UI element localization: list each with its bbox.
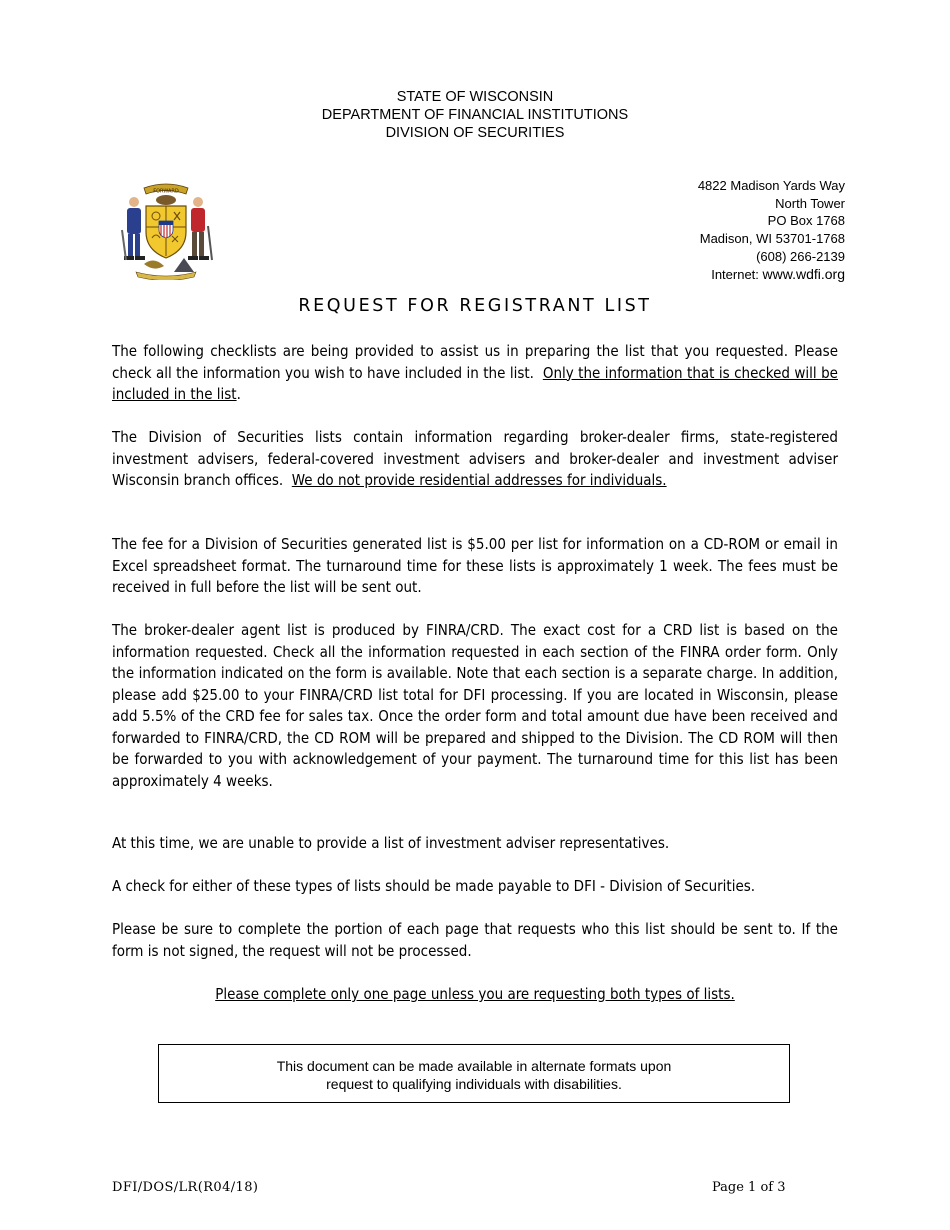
paragraph-list-contents	[112, 427, 838, 492]
finra-text: The broker-dealer agent list is produced by FINRA/CRD. The exact cost for a CRD list is based on the information requested. Check all the information requested in each section of the FINRA order form. Only the information indicated on the form is available. Note that each section is a separate charge. In addition, please add $25.00 to your FINRA/CRD list total for DFI processing. If you are located in Wisconsin, please add 5.5% of the CRD fee for sales tax. Once the order form and total amount due have been received and forwarded to FINRA/CRD, the CD ROM will be prepared and shipped to the Division. The CD ROM will then be forwarded to you with acknowledgement of your payment. The turnaround time for this list has been approximately 4 weeks.	[112, 621, 838, 790]
intro-underlined-text: Only the information that is checked will be included in the list	[112, 363, 838, 403]
internet-line	[698, 266, 845, 284]
seal-motto: FORWARD	[153, 188, 179, 195]
state-name: STATE OF WISCONSIN	[396, 89, 554, 105]
division-name: DIVISION OF SECURITIES	[385, 125, 565, 141]
po-box: PO Box 1768	[767, 213, 845, 229]
payable-text: A check for either of these types of lists should be made payable to DFI - Division of Securities.	[112, 877, 756, 895]
paragraph-signature	[112, 919, 838, 962]
agency-address	[698, 177, 845, 283]
paragraph-fee	[112, 534, 838, 599]
intro-text: The following checklists are being provided to assist us in preparing the list that you requested. Please check all the information you wish to have included in the list.	[112, 342, 838, 382]
phone-number: (608) 266-2139	[756, 248, 845, 264]
accessibility-notice-box	[158, 1044, 790, 1103]
building-name: North Tower	[775, 195, 845, 211]
page-title: REQUEST FOR REGISTRANT LIST	[298, 296, 652, 316]
intro-period: .	[236, 385, 241, 403]
fee-text: The fee for a Division of Securities generated list is $5.00 per list for information on a CD-ROM or email in Excel spreadsheet format. The turnaround time for these lists is approximately 1 week. The fees must be received in full before the list will be sent out.	[112, 535, 838, 596]
wisconsin-state-seal-icon	[114, 180, 218, 280]
signature-text: Please be sure to complete the portion of each page that requests who this list should be sent to. If the form is not signed, the request will not be processed.	[112, 920, 838, 960]
paragraph-checklist-intro	[112, 341, 838, 406]
paragraph-payable	[112, 876, 838, 898]
page-number: Page 1 of 3	[712, 1180, 786, 1195]
one-page-instruction: Please complete only one page unless you are requesting both types of lists.	[215, 985, 735, 1003]
notice-line-1: This document can be made available in alternate formats upon	[276, 1058, 672, 1074]
paragraph-finra	[112, 620, 838, 792]
representatives-text: At this time, we are unable to provide a list of investment adviser representatives.	[112, 834, 670, 852]
street-address: 4822 Madison Yards Way	[697, 178, 845, 193]
paragraph-representatives	[112, 833, 838, 855]
internet-label: Internet:	[711, 266, 759, 282]
no-residential-addresses-text: We do not provide residential addresses for individuals.	[291, 471, 667, 489]
paragraph-one-page	[112, 984, 838, 1006]
letterhead	[0, 88, 950, 142]
department-name: DEPARTMENT OF FINANCIAL INSTITUTIONS	[321, 107, 629, 123]
city-state-zip: Madison, WI 53701-1768	[699, 231, 845, 247]
list-contents-text: The Division of Securities lists contain information regarding broker-dealer firms, state-registered investment advisers, federal-covered investment advisers and broker-dealer and investment adviser Wisconsin branch offices.	[112, 428, 838, 489]
notice-line-2: request to qualifying individuals with disabilities.	[326, 1076, 622, 1092]
form-id: DFI/DOS/LR(R04/18)	[112, 1180, 259, 1195]
website-link[interactable]: www.wdfi.org	[762, 265, 845, 282]
